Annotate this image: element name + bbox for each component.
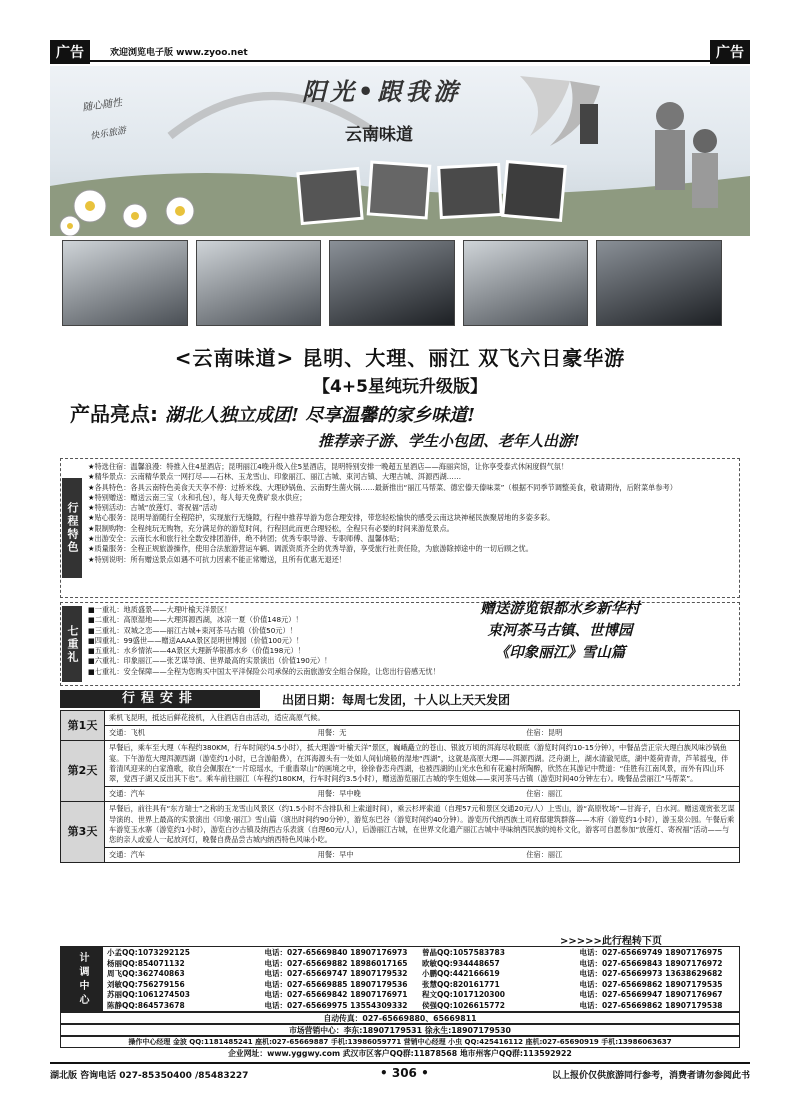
contact-cell: 杨丽QQ:854071132 — [107, 958, 185, 968]
footer-left: 湖北版 咨询电话 027-85350400 /85483227 — [50, 1071, 249, 1081]
contact-cell: 电话：027-65669843 18907176972 — [579, 958, 723, 968]
contact-row — [107, 980, 737, 991]
hero-banner — [50, 66, 750, 236]
feature-item: ★特别活动：古城“放莲灯、寄祝福”活动 — [88, 503, 217, 513]
contact-cell: 电话：027-65669749 18907176975 — [579, 948, 723, 957]
ops-line: 操作中心经理 金波 QQ:1181485241 座机:027-65669887 手机:13986059771 营销中心经理 小虫 QQ:425416112 座机:027-65690919 手机:13986063637 — [60, 1036, 740, 1048]
contact-box — [60, 946, 740, 1012]
day-meal: 用餐：早中晚 — [317, 789, 361, 799]
tour-title: <云南味道> 昆明、大理、丽江 双飞六日豪华游 — [174, 346, 626, 370]
highlight-label: 产品亮点: — [70, 402, 158, 426]
day-transport: 交通：飞机 — [109, 728, 145, 738]
day-desc: 早餐后，乘车至大理（车程约380KM，行车时间约4.5小时），抵大理游“叶榆天洋”景区，巍峨矗立的苍山、银波万顷的洱海尽收眼底（游览时间约10-15分钟），中餐品尝正宗大理白族风味沙锅鱼宴。下午游览大理洱源西湖（游览约1小时，已含游船费），在洱海源头有一处如人间仙境般的湿地“西湖”，这就是高原大理——洱源西湖。泛舟湖上，湖水清澈见底，湖中菱荷青青，芦苇摇曳，伴着清风迎来的白家渔歌，欲自会佩服在“一片琼瑶水，千重翡翠山”的画境之中，徐徐眷恋舟西湖，也被西湖的山光水色和有花遍村所陶醉，欣然在其游记中赞道：“佳胜有江南风景，而外有四山环翠，觉西子湖又反出其下也”。乘车前往丽江（车程约180KM，行车时间约3.5小时），赠送游览丽江古城的孪生姐妹——束河茶马古镇（游览时间40分钟左右）。晚餐品尝丽江“马帮菜”。 — [105, 741, 740, 787]
contact-cell: 程文QQ:1017120300 — [422, 990, 505, 1000]
contact-cell: 电话：027-65669885 18907179536 — [264, 979, 408, 989]
contact-cell: 电话：027-65669842 18907176971 — [264, 990, 408, 1000]
continue-note: >>>>>此行程转下页 — [560, 936, 662, 947]
gift-item: ■六重礼：印象丽江——张艺谋导演、世界最高的实景演出（价值190元）！ — [88, 656, 332, 666]
hero-headline: 阳光•跟我游 — [302, 77, 462, 106]
footer-right: 以上报价仅供旅游同行参考，消费者请勿参阅此书 — [551, 1071, 750, 1081]
schedule-table — [60, 710, 740, 863]
contact-cell: 电话：027-65669975 13554309332 — [264, 1000, 408, 1010]
schedule-label: 行程安排 — [60, 690, 260, 708]
contact-cell: 苏丽QQ:1061274503 — [107, 990, 190, 1000]
contact-cell: 电话：027-65669747 18907179532 — [264, 969, 408, 979]
features-list — [88, 462, 732, 565]
gift-item: ■三重礼：双城之恋——丽江古城+束河茶马古镇（价值50元）！ — [88, 625, 297, 635]
tour-version: 【4+5星纯玩升级版】 — [313, 377, 487, 397]
schedule-header — [60, 690, 740, 708]
gift-item: ■四重礼：99盛世——赠送AAAA景区昆明世博园（价值100元）！ — [88, 635, 304, 645]
contact-row — [107, 969, 737, 980]
table-row — [61, 711, 740, 726]
day-desc: 乘机飞昆明，抵达后鲜花接机，入住酒店自由活动，适应高原气候。 — [105, 711, 740, 726]
gift-item: ■五重礼：水乡情浓——4A景区大理新华银都水乡（价值198元）！ — [88, 646, 305, 656]
contact-cell: 电话：027-65669973 13638629682 — [579, 969, 723, 979]
gift-banner-line: 《印象丽江》雪山篇 — [494, 644, 626, 661]
gifts-list — [88, 605, 440, 677]
ad-label-right: 广告 — [710, 40, 750, 64]
contact-cell: 刘敏QQ:756279156 — [107, 979, 185, 989]
photo-lake — [62, 240, 188, 326]
feature-item: ★质量服务：全程正规旅游操作，使用合法旅游营运车辆、调派资质齐全的优秀导游，享受旅行社责任险，为旅游除掉途中的一切后顾之忧。 — [88, 544, 533, 554]
contact-cell: 侯强QQ:1026615772 — [422, 1000, 505, 1010]
gifts-side-label: 七重礼 — [62, 606, 82, 682]
day-meal: 用餐：无 — [317, 728, 347, 738]
contact-grid — [107, 948, 737, 1012]
highlight-text: 湖北人独立成团! 尽享温馨的家乡味道! — [164, 405, 476, 426]
table-row — [61, 787, 740, 802]
contact-row — [107, 1001, 737, 1012]
day-label: 第3天 — [61, 802, 105, 863]
features-side-label: 行程特色 — [62, 478, 82, 578]
contact-cell: 周飞QQ:362740863 — [107, 969, 185, 979]
table-row — [61, 802, 740, 848]
day-meal: 用餐：早中 — [317, 850, 354, 860]
day-transport: 交通：汽车 — [109, 789, 145, 799]
contact-cell: 电话：027-65669840 18907176973 — [264, 948, 408, 957]
contact-cell: 陈静QQ:864573678 — [107, 1000, 185, 1010]
contact-cell: 电话：027-65669862 18907179535 — [579, 979, 723, 989]
day-label: 第1天 — [61, 711, 105, 741]
day-desc: 早餐后，前往具有“东方瑞士”之称的玉龙雪山风景区（约1.5小时不含排队和上索道时间），乘云杉坪索道（自理57元和景区交通20元/人）上雪山，游“高原牧场”—甘海子，白水河。赠送观赏张艺谋导演的、世界上最高的实景演出《印象·丽江》雪山篇（演出时间约90分钟），游览东巴谷（游览时间约40分钟）。游览历代纳西族土司府邸建筑群落——木府（游览约1小时），游玉泉公园。午餐后乘车游览玉水寨（游览约1小时），游览白沙古镇及纳西古乐表演（自理60元/人），后游丽江古城，在世界文化遗产丽江古城中寻味纳西民族的纯朴文化，游客可自愿参加“放莲灯、寄祝福”活动——与您的亲人或爱人一起放河灯，晚餐自费品尝古城内纳西特色风味小吃。 — [105, 802, 740, 848]
contact-cell: 小孟QQ:1073292125 — [107, 948, 190, 957]
contact-row — [107, 959, 737, 970]
gift-banner-line: 束河茶马古镇、世博园 — [487, 622, 633, 639]
gift-banner — [410, 598, 710, 664]
contact-cell: 电话：027-65669882 18986017165 — [264, 958, 408, 968]
feature-item: ★贴心服务：昆明导游随行全程陪护，实现旅行无缝隙，行程中推荐导游为您合理安排，带您轻松愉快的感受云南这块神秘民族聚居地的多姿多彩。 — [88, 513, 555, 523]
feature-item: ★精华景点：云南精华景点一网打尽——石林、玉龙雪山、印象丽江、丽江古城、束河古镇、大理古城、洱源西湖…… — [88, 472, 462, 482]
contact-cell: 曾晶QQ:1057583783 — [422, 948, 505, 957]
ad-label-left: 广告 — [50, 40, 90, 64]
fax-line: 自动传真：027-65669880、65669811 — [60, 1012, 740, 1024]
contact-row — [107, 990, 737, 1001]
top-bar — [50, 42, 750, 62]
hero-handwrite-1: 随心随性 — [81, 97, 123, 114]
photo-village — [329, 240, 455, 326]
market-line: 市场营销中心：李东:18907179531 徐永生:18907179530 — [60, 1024, 740, 1036]
gift-banner-line: 赠送游览银都水乡新华村 — [480, 600, 640, 617]
photo-row — [62, 240, 722, 326]
feature-item: ★特别赠送：赠送云南三宝（永和孔包），每人每天免费矿泉水供应； — [88, 492, 307, 502]
day-stay: 住宿：昆明 — [526, 728, 563, 738]
photo-snow-mountain — [596, 240, 722, 326]
feature-item: ★限制购物：全程纯玩无购物，充分满足你的游览时间，行程回此而更合理轻松，全程只有必要的时间来游览景点。 — [88, 523, 454, 533]
table-row — [61, 726, 740, 741]
web-line: 企业网址：www.yggwy.com 武汉市区客户QQ群:11878568 地市州客户QQ群:113592922 — [228, 1049, 572, 1058]
contact-cell: 电话：027-65669862 18907179538 — [579, 1000, 723, 1010]
contact-cell: 小鹏QQ:442166619 — [422, 969, 500, 979]
contact-side-label: 计调中心 — [61, 947, 103, 1013]
recommend-text: 推荐亲子游、学生小包团、老年人出游! — [318, 432, 580, 450]
feature-item: ★特别说明：所有赠送景点如遇不可抗力因素不能正常赠送，且所有优惠无退还！ — [88, 554, 347, 564]
photo-pagodas — [196, 240, 322, 326]
contact-cell: 电话：027-65669947 18907176967 — [579, 990, 723, 1000]
gift-item: ■二重礼：高原湿地——大理洱源西湖，冰凉一夏（价值148元）！ — [88, 615, 303, 625]
hero-brand: 云南味道 — [345, 125, 413, 145]
page-footer — [50, 1062, 750, 1082]
page-number: • 306 • — [380, 1066, 429, 1080]
table-row — [61, 741, 740, 787]
day-stay: 住宿：丽江 — [526, 789, 563, 799]
gift-item: ■七重礼：安全保障——全程为您购买中国太平洋保险公司承保的云南旅游安全组合保险，让您出行倍感无忧！ — [88, 666, 440, 676]
table-row — [61, 848, 740, 863]
contact-row — [107, 948, 737, 959]
departure-date: 出团日期：每周七发团，十人以上天天发团 — [282, 693, 511, 707]
site-text: 欢迎浏览电子版 www.zyoo.net — [110, 48, 248, 58]
hero-handwrite-2: 快乐旅游 — [89, 125, 127, 143]
feature-item: ★各具特色：各具云南特色美食天天享不停：过桥米线、大理砂锅鱼、云南野生菌火锅……最新推出“丽江马帮菜、德宏傣天傣味菜”（根据不同季节调整美食，敬请期待，后附菜单参考） — [88, 482, 677, 492]
contact-cell: 欧敏QQ:934448657 — [422, 958, 500, 968]
photo-lijiang-show — [463, 240, 589, 326]
day-transport: 交通：汽车 — [109, 850, 145, 860]
contact-cell: 张慧QQ:820161771 — [422, 979, 500, 989]
feature-item: ★出游安全：云南长水和旅行社全数安排团游伴，绝不转团；优秀专职导游、专职师傅、温馨体贴； — [88, 534, 404, 544]
feature-item: ★特选住宿：温馨浪漫：特推入住4星酒店；昆明丽江4晚升级入住5星酒店，昆明特别安排一晚超五星酒店——海丽宾馆，让你享受泰式休闲度假气氛！ — [88, 462, 569, 471]
gift-item: ■一重礼：地质盛景——大理叶榆天洋景区！ — [88, 605, 232, 614]
day-label: 第2天 — [61, 741, 105, 802]
product-highlight — [70, 398, 730, 427]
day-stay: 住宿：丽江 — [526, 850, 563, 860]
